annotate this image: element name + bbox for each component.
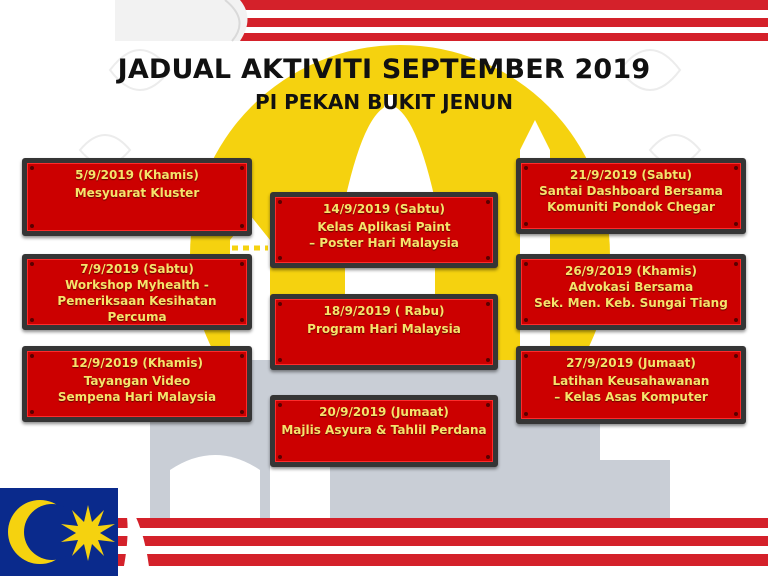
activity-text: Kelas Aplikasi Paint <box>317 220 451 234</box>
rivet-icon <box>240 410 244 414</box>
rivet-icon <box>240 318 244 322</box>
rivet-icon <box>524 354 528 358</box>
rivet-icon <box>734 318 738 322</box>
activity-date: 21/9/2019 (Sabtu) <box>570 168 692 182</box>
activity-date: 20/9/2019 (Jumaat) <box>319 405 449 419</box>
activity-text: Santai Dashboard Bersama <box>539 184 723 198</box>
activity-text: Tayangan Video <box>83 374 191 388</box>
activity-card-26-sep <box>516 254 746 330</box>
rivet-icon <box>486 358 490 362</box>
activity-card-5-sep <box>22 158 252 236</box>
activity-text: Majlis Asyura & Tahlil Perdana <box>281 423 487 437</box>
rivet-icon <box>278 455 282 459</box>
rivet-icon <box>734 354 738 358</box>
activity-text: – Kelas Asas Komputer <box>554 390 708 404</box>
activity-text: Mesyuarat Kluster <box>74 186 200 200</box>
activity-text: Advokasi Bersama <box>568 280 694 294</box>
rivet-icon <box>278 200 282 204</box>
activity-date: 7/9/2019 (Sabtu) <box>80 262 194 276</box>
page-subtitle: PI PEKAN BUKIT JENUN <box>255 90 513 114</box>
rivet-icon <box>30 410 34 414</box>
activity-date: 12/9/2019 (Khamis) <box>70 356 204 370</box>
rivet-icon <box>486 256 490 260</box>
rivet-icon <box>486 302 490 306</box>
rivet-icon <box>524 222 528 226</box>
activity-date: 27/9/2019 (Jumaat) <box>566 356 696 370</box>
page-title: JADUAL AKTIVITI SEPTEMBER 2019 <box>117 54 651 85</box>
rivet-icon <box>486 200 490 204</box>
activity-card-18-sep <box>270 294 498 370</box>
activity-date: 26/9/2019 (Khamis) <box>564 264 698 278</box>
rivet-icon <box>524 412 528 416</box>
rivet-icon <box>486 403 490 407</box>
rivet-icon <box>486 455 490 459</box>
activity-text: Pemeriksaan Kesihatan <box>57 294 217 308</box>
rivet-icon <box>278 403 282 407</box>
rivet-icon <box>240 354 244 358</box>
rivet-icon <box>734 166 738 170</box>
activity-card-27-sep <box>516 346 746 424</box>
activity-card-12-sep <box>22 346 252 422</box>
rivet-icon <box>30 354 34 358</box>
activity-text: Workshop Myhealth - <box>65 278 209 292</box>
activity-date: 5/9/2019 (Khamis) <box>75 168 199 182</box>
activity-card-21-sep <box>516 158 746 234</box>
rivet-icon <box>30 262 34 266</box>
activity-text: Sek. Men. Keb. Sungai Tiang <box>534 296 728 310</box>
rivet-icon <box>524 318 528 322</box>
rivet-icon <box>30 318 34 322</box>
activity-card-20-sep <box>270 395 498 467</box>
activity-text: Sempena Hari Malaysia <box>57 390 217 404</box>
activity-card-14-sep <box>270 192 498 268</box>
rivet-icon <box>240 166 244 170</box>
rivet-icon <box>524 262 528 266</box>
rivet-icon <box>734 412 738 416</box>
activity-date: 18/9/2019 ( Rabu) <box>323 304 445 318</box>
activity-text: Komuniti Pondok Chegar <box>547 200 715 214</box>
activity-date: 14/9/2019 (Sabtu) <box>323 202 445 216</box>
rivet-icon <box>278 256 282 260</box>
top-ribbon <box>115 0 768 41</box>
activity-text: – Poster Hari Malaysia <box>309 236 459 250</box>
rivet-icon <box>240 224 244 228</box>
rivet-icon <box>734 262 738 266</box>
activity-text: Percuma <box>107 310 167 324</box>
activity-text: Program Hari Malaysia <box>307 322 461 336</box>
rivet-icon <box>30 166 34 170</box>
activity-text: Latihan Keusahawanan <box>552 374 710 388</box>
rivet-icon <box>734 222 738 226</box>
rivet-icon <box>524 166 528 170</box>
rivet-icon <box>30 224 34 228</box>
rivet-icon <box>240 262 244 266</box>
rivet-icon <box>278 358 282 362</box>
rivet-icon <box>278 302 282 306</box>
activity-card-7-sep <box>22 254 252 330</box>
